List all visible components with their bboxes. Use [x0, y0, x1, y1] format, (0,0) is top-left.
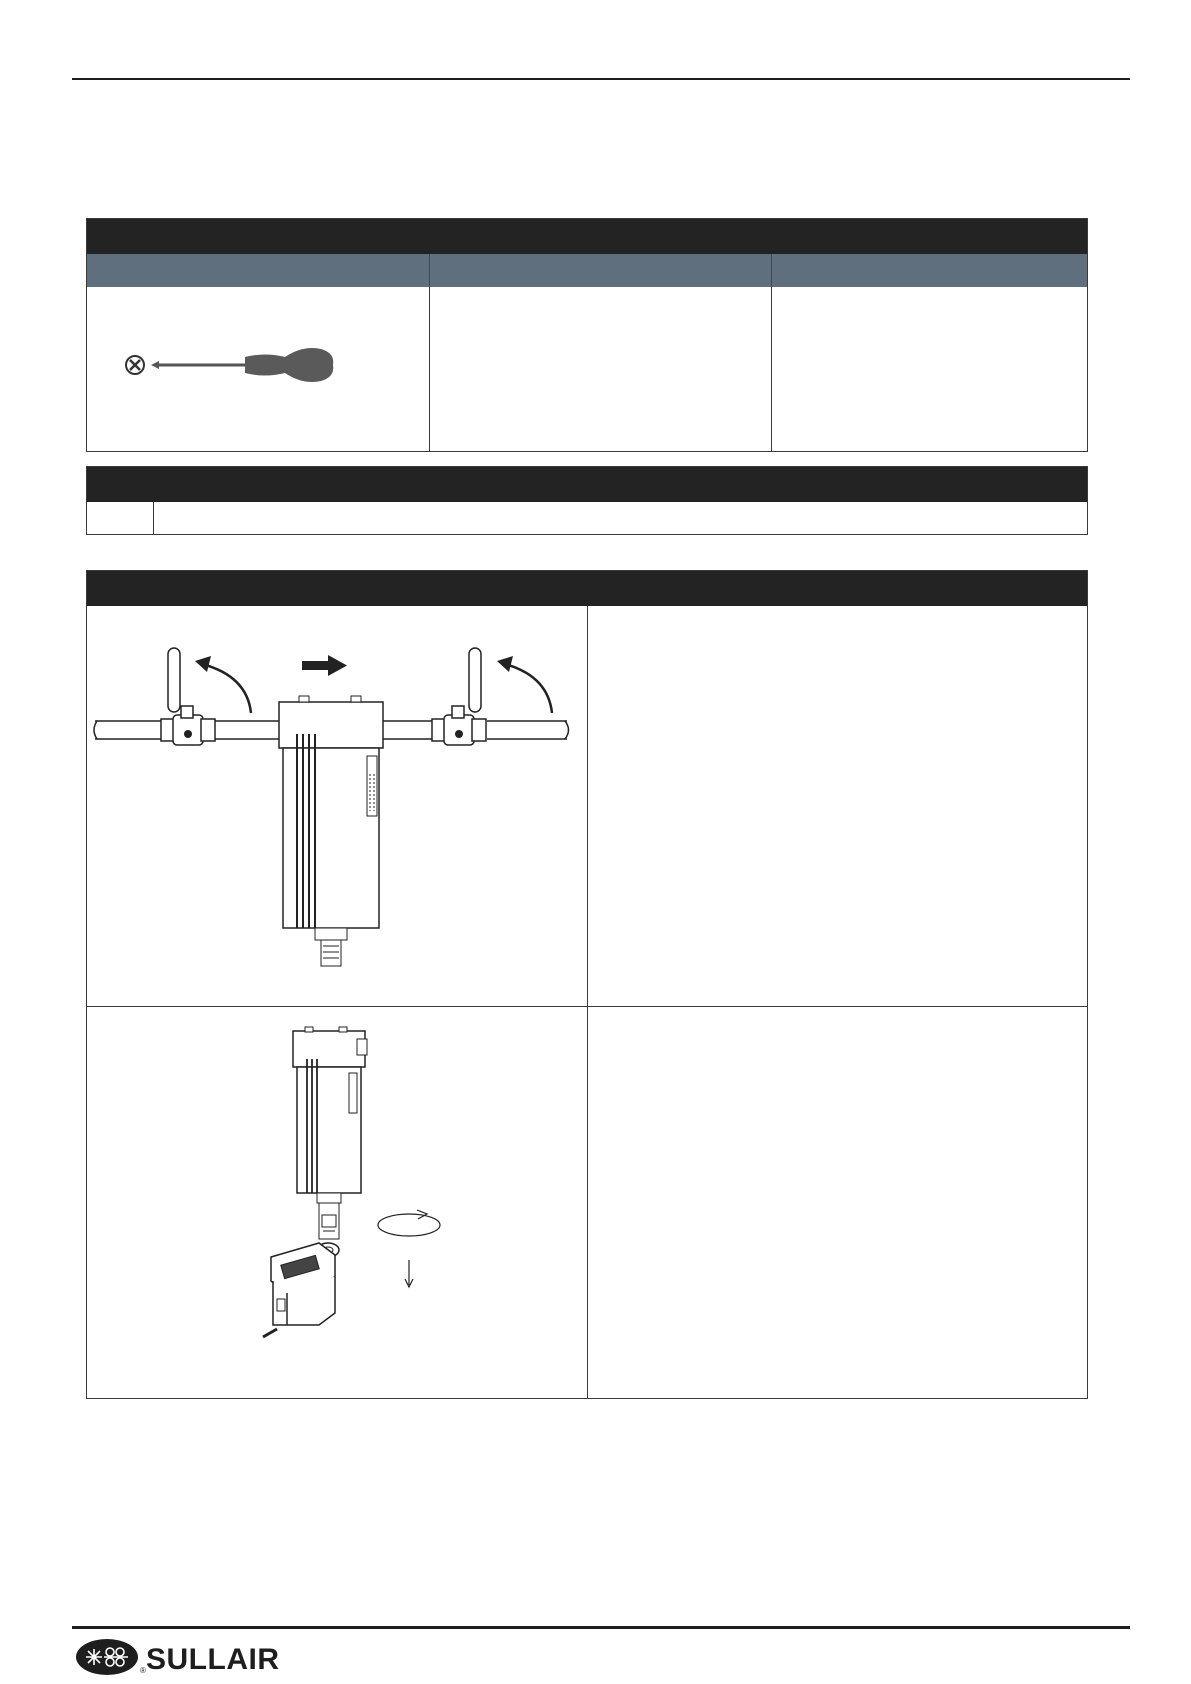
procedure-step-text-cell — [588, 606, 1087, 1006]
bottom-rule — [72, 1626, 1130, 1629]
filter-isolation-valves-illustration — [87, 606, 587, 1006]
tools-table-header-cell — [772, 254, 1087, 287]
procedure-table — [86, 570, 1088, 1399]
brand-name: SULLAIR — [146, 1643, 280, 1676]
auto-drain-unit — [263, 1243, 339, 1337]
registered-mark: ® — [140, 1666, 146, 1675]
filter-housing — [279, 696, 383, 966]
drain-removal-illustration — [87, 1007, 587, 1398]
procedure-step-row — [87, 1007, 1087, 1398]
procedure-step-illustration-cell — [87, 1007, 588, 1398]
tools-table-cell — [430, 287, 772, 451]
note-table-title-bar — [87, 467, 1087, 502]
note-number-cell — [87, 502, 154, 534]
procedure-step-text-cell — [588, 1007, 1087, 1398]
tools-table-body-row — [87, 287, 1087, 451]
tools-table-header-cell — [87, 254, 430, 287]
procedure-table-title-bar — [87, 571, 1087, 606]
note-text-cell — [154, 502, 1087, 534]
top-rule — [72, 78, 1130, 80]
tools-table-cell — [772, 287, 1087, 451]
procedure-step-row — [87, 606, 1087, 1007]
tools-table-tool-cell — [87, 287, 430, 451]
tools-table-header-cell — [430, 254, 772, 287]
tools-table — [86, 218, 1088, 452]
sullair-logo — [74, 1637, 344, 1677]
tools-table-title-bar — [87, 219, 1087, 254]
note-table — [86, 466, 1088, 535]
right-valve — [432, 648, 486, 745]
procedure-step-illustration-cell — [87, 606, 588, 1006]
tools-table-header-row — [87, 254, 1087, 287]
phillips-screwdriver-icon — [115, 335, 355, 395]
